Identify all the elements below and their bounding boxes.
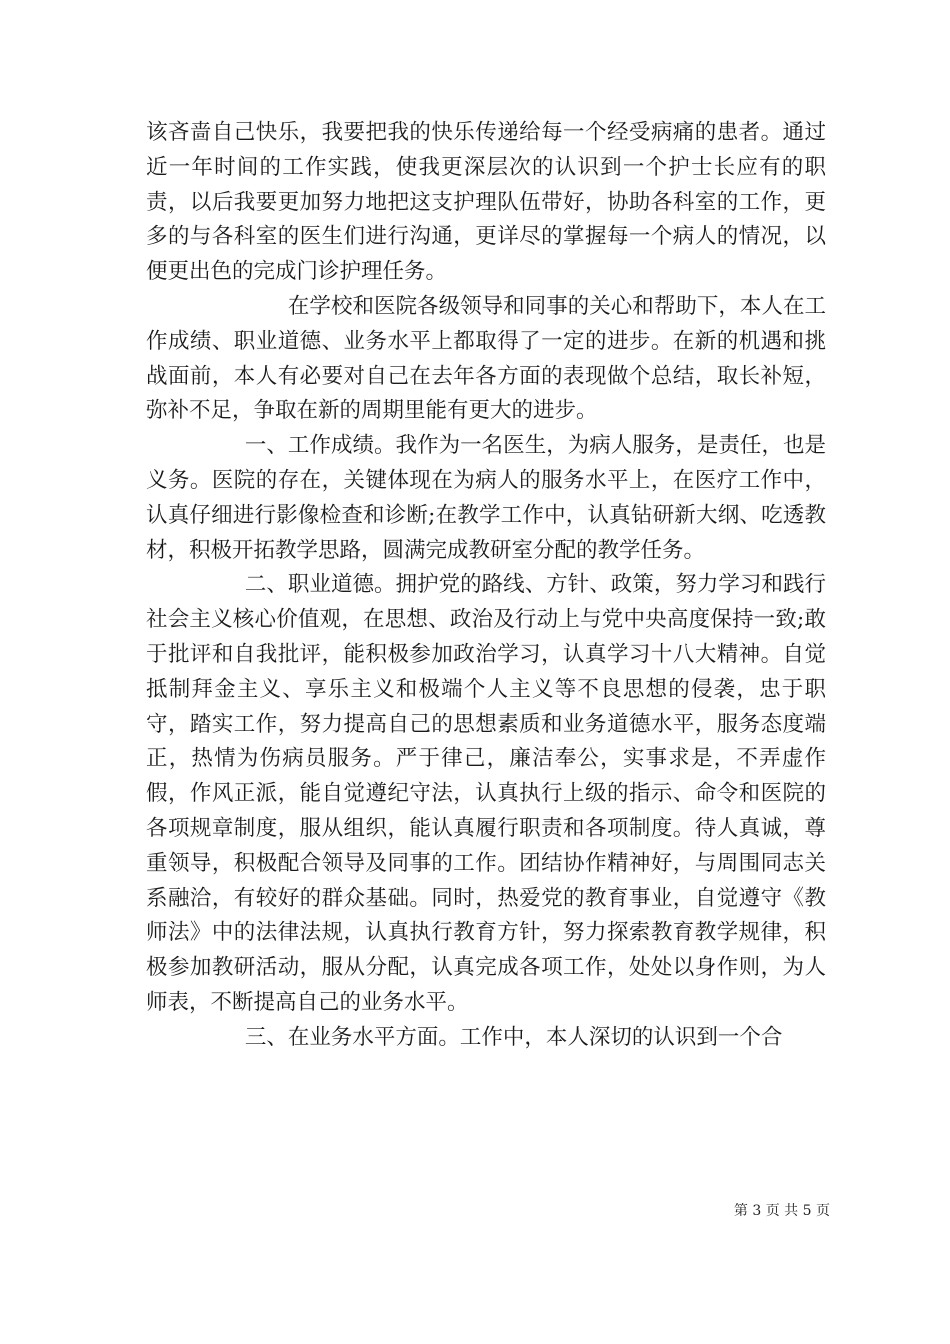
paragraph-4-professional-ethics: 二、职业道德。拥护党的路线、方针、政策，努力学习和践行社会主义核心价值观，在思想、政治及行动上与党中央高度保持一致;敢于批评和自我批评，能积极参加政治学习，认真学习十八大精神。自觉抵制拜金主义、享乐主义和极端个人主义等不良思想的侵袭，忠于职守，踏实工作，努力提高自己的思想素质和业务道德水平，服务态度端正，热情为伤病员服务。严于律己，廉洁奉公，实事求是，不弄虚作假，作风正派，能自觉遵纪守法，认真执行上级的指示、命令和医院的各项规章制度，服从组织，能认真履行职责和各项制度。待人真诚，尊重领导，积极配合领导及同事的工作。团结协作精神好，与周围同志关系融洽，有较好的群众基础。同时，热爱党的教育事业，自觉遵守《教师法》中的法律法规，认真执行教育方针，努力探索教育教学规律，积极参加教研活动，服从分配，认真完成各项工作，处处以身作则，为人师表，不断提高自己的业务水平。	[146, 572, 826, 1015]
paragraph-2: 在学校和医院各级领导和同事的关心和帮助下，本人在工作成绩、职业道德、业务水平上都取得了一定的进步。在新的机遇和挑战面前，本人有必要对自己在去年各方面的表现做个总结，取长补短，弥补不足，争取在新的周期里能有更大的进步。	[146, 293, 826, 424]
paragraph-1: 该吝啬自己快乐，我要把我的快乐传递给每一个经受病痛的患者。通过近一年时间的工作实践，使我更深层次的认识到一个护士长应有的职责，以后我要更加努力地把这支护理队伍带好，协助各科室的工作，更多的与各科室的医生们进行沟通，更详尽的掌握每一个病人的情况，以便更出色的完成门诊护理任务。	[146, 120, 826, 285]
paragraph-5-business-level: 三、在业务水平方面。工作中，本人深切的认识到一个合	[244, 1024, 783, 1050]
page-number-footer: 第 3 页 共 5 页	[733, 1203, 830, 1219]
document-body	[146, 116, 826, 1056]
paragraph-3-work-achievements: 一、工作成绩。我作为一名医生，为病人服务，是责任，也是义务。医院的存在，关键体现在为病人的服务水平上，在医疗工作中，认真仔细进行影像检查和诊断;在教学工作中，认真钻研新大纲、吃透教材，积极开拓教学思路，圆满完成教研室分配的教学任务。	[146, 433, 826, 563]
